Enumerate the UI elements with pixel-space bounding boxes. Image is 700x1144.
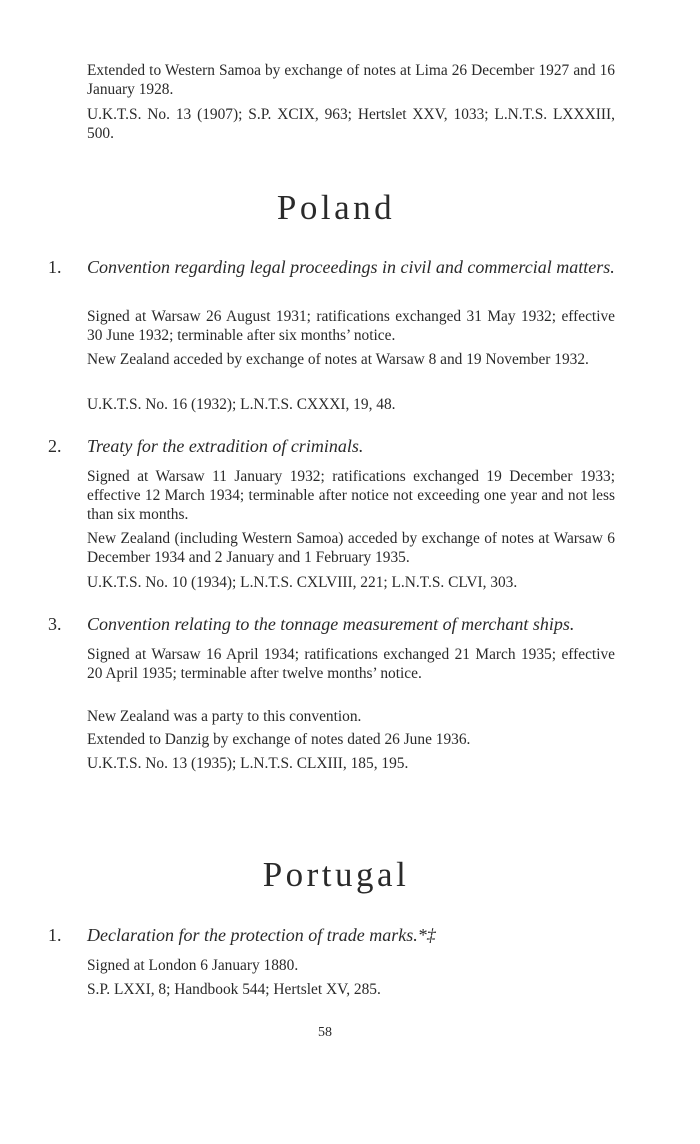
poland-entry-3-references: U.K.T.S. No. 13 (1935); L.N.T.S. CLXIII, 185, 195. [87,755,409,772]
country-heading-poland: Poland [276,188,396,227]
poland-entry-2-number: 2. [48,436,62,456]
poland-entry-1-signing-paragraph: Signed at Warsaw 26 August 1931; ratifications exchanged 31 May 1932; effective 30 June 1932; terminable after six months’ notice. [87,308,615,344]
poland-entry-1-title: Convention regarding legal proceedings in civil and commercial matters. [87,257,615,277]
poland-entry-2-title: Treaty for the extradition of criminals. [87,436,364,456]
poland-entry-3-title: Convention relating to the tonnage measurement of merchant ships. [87,614,575,634]
poland-entry-2-references: U.K.T.S. No. 10 (1934); L.N.T.S. CXLVIII, 221; L.N.T.S. CLVI, 303. [87,574,518,591]
poland-entry-2-signing-paragraph: Signed at Warsaw 11 January 1932; ratifications exchanged 19 December 1933; effective 12 March 1934; terminable after notice not exceeding one year and not less than six months. [87,468,615,523]
intro-extension-paragraph: Extended to Western Samoa by exchange of notes at Lima 26 December 1927 and 16 January 1928. [87,62,615,98]
poland-entry-3-extension-paragraph: Extended to Danzig by exchange of notes dated 26 June 1936. [87,731,471,748]
poland-entry-3-party-paragraph: New Zealand was a party to this convention. [87,708,362,725]
portugal-entry-1-number: 1. [48,925,62,945]
poland-entry-2-accession-paragraph: New Zealand (including Western Samoa) acceded by exchange of notes at Warsaw 6 December 1934 and 2 January and 1 February 1935. [87,530,615,566]
poland-entry-3-number: 3. [48,614,62,634]
poland-entry-1-accession-paragraph: New Zealand acceded by exchange of notes at Warsaw 8 and 19 November 1932. [87,351,589,368]
poland-entry-1-number: 1. [48,257,62,277]
portugal-entry-1-title: Declaration for the protection of trade marks.*‡ [87,925,436,945]
portugal-entry-1-signing-paragraph: Signed at London 6 January 1880. [87,957,299,974]
poland-entry-1-references: U.K.T.S. No. 16 (1932); L.N.T.S. CXXXI, 19, 48. [87,396,396,413]
country-heading-portugal: Portugal [262,855,410,894]
intro-references-paragraph: U.K.T.S. No. 13 (1907); S.P. XCIX, 963; Hertslet XXV, 1033; L.N.T.S. LXXXIII, 500. [87,106,615,142]
page-number: 58 [318,1025,332,1040]
portugal-entry-1-references: S.P. LXXI, 8; Handbook 544; Hertslet XV, 285. [87,981,381,998]
poland-entry-3-signing-paragraph: Signed at Warsaw 16 April 1934; ratifications exchanged 21 March 1935; effective 20 April 1935; terminable after twelve months’ notice. [87,646,615,682]
